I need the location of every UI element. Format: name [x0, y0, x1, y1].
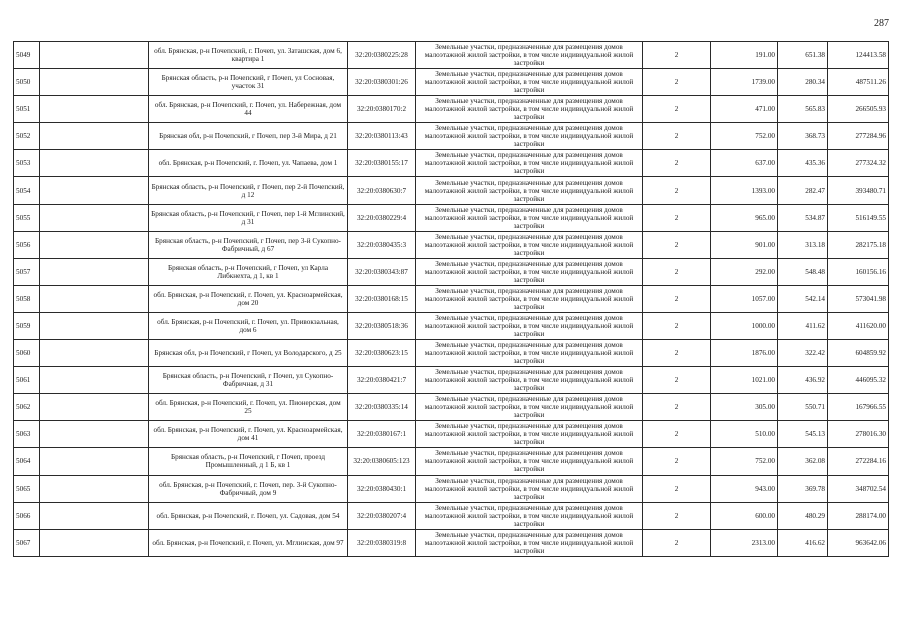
- category-cell: 2: [643, 475, 711, 502]
- category-cell: 2: [643, 312, 711, 339]
- cadastral-number-cell: 32:20:0380301:26: [348, 69, 416, 96]
- address-cell: Брянская область, р-н Почепский, г Почеп, проезд Промышленный, д 1 Б, кв 1: [149, 448, 348, 475]
- row-number: 5052: [14, 123, 40, 150]
- category-cell: 2: [643, 204, 711, 231]
- cadastral-number-cell: 32:20:0380343:87: [348, 258, 416, 285]
- total-value-cell: 348702.54: [828, 475, 889, 502]
- land-use-cell: Земельные участки, предназначенные для размещения домов малоэтажной жилой застройки, в том числе индивидуальной жилой застройки: [416, 150, 643, 177]
- cadastral-number-cell: 32:20:0380518:36: [348, 312, 416, 339]
- address-cell: Брянская область, р-н Почепский, г Почеп, пер 2-й Почепский, д 12: [149, 177, 348, 204]
- area-cell: 305.00: [711, 394, 778, 421]
- table-row: [14, 475, 889, 502]
- land-use-cell: Земельные участки, предназначенные для размещения домов малоэтажной жилой застройки, в том числе индивидуальной жилой застройки: [416, 367, 643, 394]
- category-cell: 2: [643, 177, 711, 204]
- address-cell: обл. Брянская, р-н Почепский, г. Почеп, ул. Набережная, дом 44: [149, 96, 348, 123]
- row-number: 5065: [14, 475, 40, 502]
- empty-cell: [40, 367, 149, 394]
- cadastral-number-cell: 32:20:0380225:28: [348, 42, 416, 69]
- cadastral-number-cell: 32:20:0380113:43: [348, 123, 416, 150]
- category-cell: 2: [643, 448, 711, 475]
- category-cell: 2: [643, 421, 711, 448]
- table-row: [14, 177, 889, 204]
- area-cell: 510.00: [711, 421, 778, 448]
- price-cell: 480.29: [778, 502, 828, 529]
- empty-cell: [40, 150, 149, 177]
- price-cell: 651.38: [778, 42, 828, 69]
- price-cell: 565.83: [778, 96, 828, 123]
- page-number: 287: [874, 18, 889, 29]
- area-cell: 752.00: [711, 123, 778, 150]
- land-use-cell: Земельные участки, предназначенные для размещения домов малоэтажной жилой застройки, в том числе индивидуальной жилой застройки: [416, 258, 643, 285]
- land-use-cell: Земельные участки, предназначенные для размещения домов малоэтажной жилой застройки, в том числе индивидуальной жилой застройки: [416, 502, 643, 529]
- empty-cell: [40, 231, 149, 258]
- cadastral-number-cell: 32:20:0380430:1: [348, 475, 416, 502]
- table-row: [14, 204, 889, 231]
- empty-cell: [40, 177, 149, 204]
- row-number: 5050: [14, 69, 40, 96]
- empty-cell: [40, 96, 149, 123]
- category-cell: 2: [643, 502, 711, 529]
- table-row: [14, 367, 889, 394]
- address-cell: обл. Брянская, р-н Почепский, г. Почеп, ул. Мглинская, дом 97: [149, 529, 348, 556]
- total-value-cell: 160156.16: [828, 258, 889, 285]
- row-number: 5067: [14, 529, 40, 556]
- cadastral-number-cell: 32:20:0380605:123: [348, 448, 416, 475]
- address-cell: Брянская область, р-н Почепский, г Почеп, пер 3-й Сукопно-Фабричный, д 67: [149, 231, 348, 258]
- row-number: 5057: [14, 258, 40, 285]
- cadastral-number-cell: 32:20:0380168:15: [348, 285, 416, 312]
- total-value-cell: 288174.00: [828, 502, 889, 529]
- table-row: [14, 231, 889, 258]
- address-cell: обл. Брянская, р-н Почепский, г. Почеп, ул. Красноармейская, дом 20: [149, 285, 348, 312]
- address-cell: обл. Брянская, р-н Почепский, г. Почеп, ул. Чапаева, дом 1: [149, 150, 348, 177]
- land-use-cell: Земельные участки, предназначенные для размещения домов малоэтажной жилой застройки, в том числе индивидуальной жилой застройки: [416, 340, 643, 367]
- table-row: [14, 448, 889, 475]
- empty-cell: [40, 42, 149, 69]
- table-row: [14, 312, 889, 339]
- address-cell: Брянская область, р-н Почепский, г Почеп, пер 1-й Мглинский, д 31: [149, 204, 348, 231]
- category-cell: 2: [643, 123, 711, 150]
- area-cell: 2313.00: [711, 529, 778, 556]
- cadastral-number-cell: 32:20:0380435:3: [348, 231, 416, 258]
- row-number: 5049: [14, 42, 40, 69]
- empty-cell: [40, 285, 149, 312]
- table-row: [14, 340, 889, 367]
- total-value-cell: 573041.98: [828, 285, 889, 312]
- empty-cell: [40, 502, 149, 529]
- table-row: [14, 123, 889, 150]
- row-number: 5058: [14, 285, 40, 312]
- category-cell: 2: [643, 285, 711, 312]
- address-cell: Брянская обл, р-н Почепский, г Почеп, ул Володарского, д 25: [149, 340, 348, 367]
- address-cell: обл. Брянская, р-н Почепский, г. Почеп, ул. Заташская, дом 6, квартира 1: [149, 42, 348, 69]
- empty-cell: [40, 448, 149, 475]
- row-number: 5060: [14, 340, 40, 367]
- price-cell: 362.08: [778, 448, 828, 475]
- price-cell: 322.42: [778, 340, 828, 367]
- empty-cell: [40, 421, 149, 448]
- total-value-cell: 446095.32: [828, 367, 889, 394]
- row-number: 5066: [14, 502, 40, 529]
- category-cell: 2: [643, 96, 711, 123]
- land-registry-table: [13, 41, 889, 557]
- price-cell: 545.13: [778, 421, 828, 448]
- address-cell: обл. Брянская, р-н Почепский, г. Почеп, ул. Садовая, дом 54: [149, 502, 348, 529]
- empty-cell: [40, 529, 149, 556]
- total-value-cell: 277284.96: [828, 123, 889, 150]
- table-row: [14, 69, 889, 96]
- area-cell: 901.00: [711, 231, 778, 258]
- table-row: [14, 96, 889, 123]
- price-cell: 542.14: [778, 285, 828, 312]
- table-row: [14, 285, 889, 312]
- empty-cell: [40, 340, 149, 367]
- total-value-cell: 277324.32: [828, 150, 889, 177]
- empty-cell: [40, 475, 149, 502]
- area-cell: 471.00: [711, 96, 778, 123]
- total-value-cell: 516149.55: [828, 204, 889, 231]
- land-use-cell: Земельные участки, предназначенные для размещения домов малоэтажной жилой застройки, в том числе индивидуальной жилой застройки: [416, 475, 643, 502]
- row-number: 5055: [14, 204, 40, 231]
- price-cell: 411.62: [778, 312, 828, 339]
- area-cell: 1000.00: [711, 312, 778, 339]
- area-cell: 1876.00: [711, 340, 778, 367]
- category-cell: 2: [643, 367, 711, 394]
- empty-cell: [40, 312, 149, 339]
- category-cell: 2: [643, 150, 711, 177]
- row-number: 5062: [14, 394, 40, 421]
- cadastral-number-cell: 32:20:0380623:15: [348, 340, 416, 367]
- total-value-cell: 266505.93: [828, 96, 889, 123]
- price-cell: 534.87: [778, 204, 828, 231]
- area-cell: 752.00: [711, 448, 778, 475]
- area-cell: 1739.00: [711, 69, 778, 96]
- land-use-cell: Земельные участки, предназначенные для размещения домов малоэтажной жилой застройки, в том числе индивидуальной жилой застройки: [416, 529, 643, 556]
- price-cell: 435.36: [778, 150, 828, 177]
- cadastral-number-cell: 32:20:0380207:4: [348, 502, 416, 529]
- address-cell: Брянская обл, р-н Почепский, г Почеп, пер 3-й Мира, д 21: [149, 123, 348, 150]
- total-value-cell: 167966.55: [828, 394, 889, 421]
- cadastral-number-cell: 32:20:0380229:4: [348, 204, 416, 231]
- table-row: [14, 394, 889, 421]
- row-number: 5051: [14, 96, 40, 123]
- cadastral-number-cell: 32:20:0380335:14: [348, 394, 416, 421]
- price-cell: 548.48: [778, 258, 828, 285]
- total-value-cell: 393480.71: [828, 177, 889, 204]
- address-cell: обл. Брянская, р-н Почепский, г. Почеп, ул. Пионерская, дом 25: [149, 394, 348, 421]
- area-cell: 637.00: [711, 150, 778, 177]
- cadastral-number-cell: 32:20:0380167:1: [348, 421, 416, 448]
- category-cell: 2: [643, 69, 711, 96]
- total-value-cell: 278016.30: [828, 421, 889, 448]
- area-cell: 1021.00: [711, 367, 778, 394]
- row-number: 5059: [14, 312, 40, 339]
- row-number: 5053: [14, 150, 40, 177]
- total-value-cell: 411620.00: [828, 312, 889, 339]
- price-cell: 368.73: [778, 123, 828, 150]
- total-value-cell: 124413.58: [828, 42, 889, 69]
- area-cell: 191.00: [711, 42, 778, 69]
- address-cell: Брянская область, р-н Почепский, г Почеп, ул Карла Либкнехта, д 1, кв 1: [149, 258, 348, 285]
- category-cell: 2: [643, 231, 711, 258]
- price-cell: 369.78: [778, 475, 828, 502]
- table-row: [14, 529, 889, 556]
- table-row: [14, 258, 889, 285]
- table-row: [14, 421, 889, 448]
- category-cell: 2: [643, 529, 711, 556]
- land-use-cell: Земельные участки, предназначенные для размещения домов малоэтажной жилой застройки, в том числе индивидуальной жилой застройки: [416, 123, 643, 150]
- total-value-cell: 487511.26: [828, 69, 889, 96]
- address-cell: обл. Брянская, р-н Почепский, г. Почеп, ул. Красноармейская, дом 41: [149, 421, 348, 448]
- total-value-cell: 282175.18: [828, 231, 889, 258]
- price-cell: 416.62: [778, 529, 828, 556]
- area-cell: 965.00: [711, 204, 778, 231]
- cadastral-number-cell: 32:20:0380319:8: [348, 529, 416, 556]
- category-cell: 2: [643, 258, 711, 285]
- area-cell: 1057.00: [711, 285, 778, 312]
- empty-cell: [40, 69, 149, 96]
- category-cell: 2: [643, 340, 711, 367]
- total-value-cell: 604859.92: [828, 340, 889, 367]
- empty-cell: [40, 123, 149, 150]
- area-cell: 1393.00: [711, 177, 778, 204]
- table-row: [14, 42, 889, 69]
- area-cell: 943.00: [711, 475, 778, 502]
- empty-cell: [40, 204, 149, 231]
- price-cell: 550.71: [778, 394, 828, 421]
- category-cell: 2: [643, 394, 711, 421]
- address-cell: Брянская область, р-н Почепский, г Почеп, ул Сосновая, участок 31: [149, 69, 348, 96]
- land-use-cell: Земельные участки, предназначенные для размещения домов малоэтажной жилой застройки, в том числе индивидуальной жилой застройки: [416, 204, 643, 231]
- table-row: [14, 502, 889, 529]
- row-number: 5054: [14, 177, 40, 204]
- land-use-cell: Земельные участки, предназначенные для размещения домов малоэтажной жилой застройки, в том числе индивидуальной жилой застройки: [416, 421, 643, 448]
- area-cell: 600.00: [711, 502, 778, 529]
- price-cell: 280.34: [778, 69, 828, 96]
- land-use-cell: Земельные участки, предназначенные для размещения домов малоэтажной жилой застройки, в том числе индивидуальной жилой застройки: [416, 312, 643, 339]
- cadastral-number-cell: 32:20:0380630:7: [348, 177, 416, 204]
- land-use-cell: Земельные участки, предназначенные для размещения домов малоэтажной жилой застройки, в том числе индивидуальной жилой застройки: [416, 394, 643, 421]
- table-row: [14, 150, 889, 177]
- row-number: 5064: [14, 448, 40, 475]
- land-use-cell: Земельные участки, предназначенные для размещения домов малоэтажной жилой застройки, в том числе индивидуальной жилой застройки: [416, 448, 643, 475]
- cadastral-number-cell: 32:20:0380155:17: [348, 150, 416, 177]
- category-cell: 2: [643, 42, 711, 69]
- price-cell: 313.18: [778, 231, 828, 258]
- total-value-cell: 272284.16: [828, 448, 889, 475]
- land-use-cell: Земельные участки, предназначенные для размещения домов малоэтажной жилой застройки, в том числе индивидуальной жилой застройки: [416, 42, 643, 69]
- land-use-cell: Земельные участки, предназначенные для размещения домов малоэтажной жилой застройки, в том числе индивидуальной жилой застройки: [416, 177, 643, 204]
- cadastral-number-cell: 32:20:0380421:7: [348, 367, 416, 394]
- row-number: 5063: [14, 421, 40, 448]
- price-cell: 436.92: [778, 367, 828, 394]
- address-cell: обл. Брянская, р-н Почепский, г. Почеп, пер. 3-й Сукопно-Фабричный, дом 9: [149, 475, 348, 502]
- area-cell: 292.00: [711, 258, 778, 285]
- land-use-cell: Земельные участки, предназначенные для размещения домов малоэтажной жилой застройки, в том числе индивидуальной жилой застройки: [416, 231, 643, 258]
- land-use-cell: Земельные участки, предназначенные для размещения домов малоэтажной жилой застройки, в том числе индивидуальной жилой застройки: [416, 285, 643, 312]
- total-value-cell: 963642.06: [828, 529, 889, 556]
- cadastral-number-cell: 32:20:0380170:2: [348, 96, 416, 123]
- row-number: 5061: [14, 367, 40, 394]
- land-use-cell: Земельные участки, предназначенные для размещения домов малоэтажной жилой застройки, в том числе индивидуальной жилой застройки: [416, 96, 643, 123]
- empty-cell: [40, 394, 149, 421]
- address-cell: Брянская область, р-н Почепский, г Почеп, ул Сукопно-Фабричная, д 31: [149, 367, 348, 394]
- empty-cell: [40, 258, 149, 285]
- address-cell: обл. Брянская, р-н Почепский, г. Почеп, ул. Привокзальная, дом 6: [149, 312, 348, 339]
- price-cell: 282.47: [778, 177, 828, 204]
- row-number: 5056: [14, 231, 40, 258]
- land-use-cell: Земельные участки, предназначенные для размещения домов малоэтажной жилой застройки, в том числе индивидуальной жилой застройки: [416, 69, 643, 96]
